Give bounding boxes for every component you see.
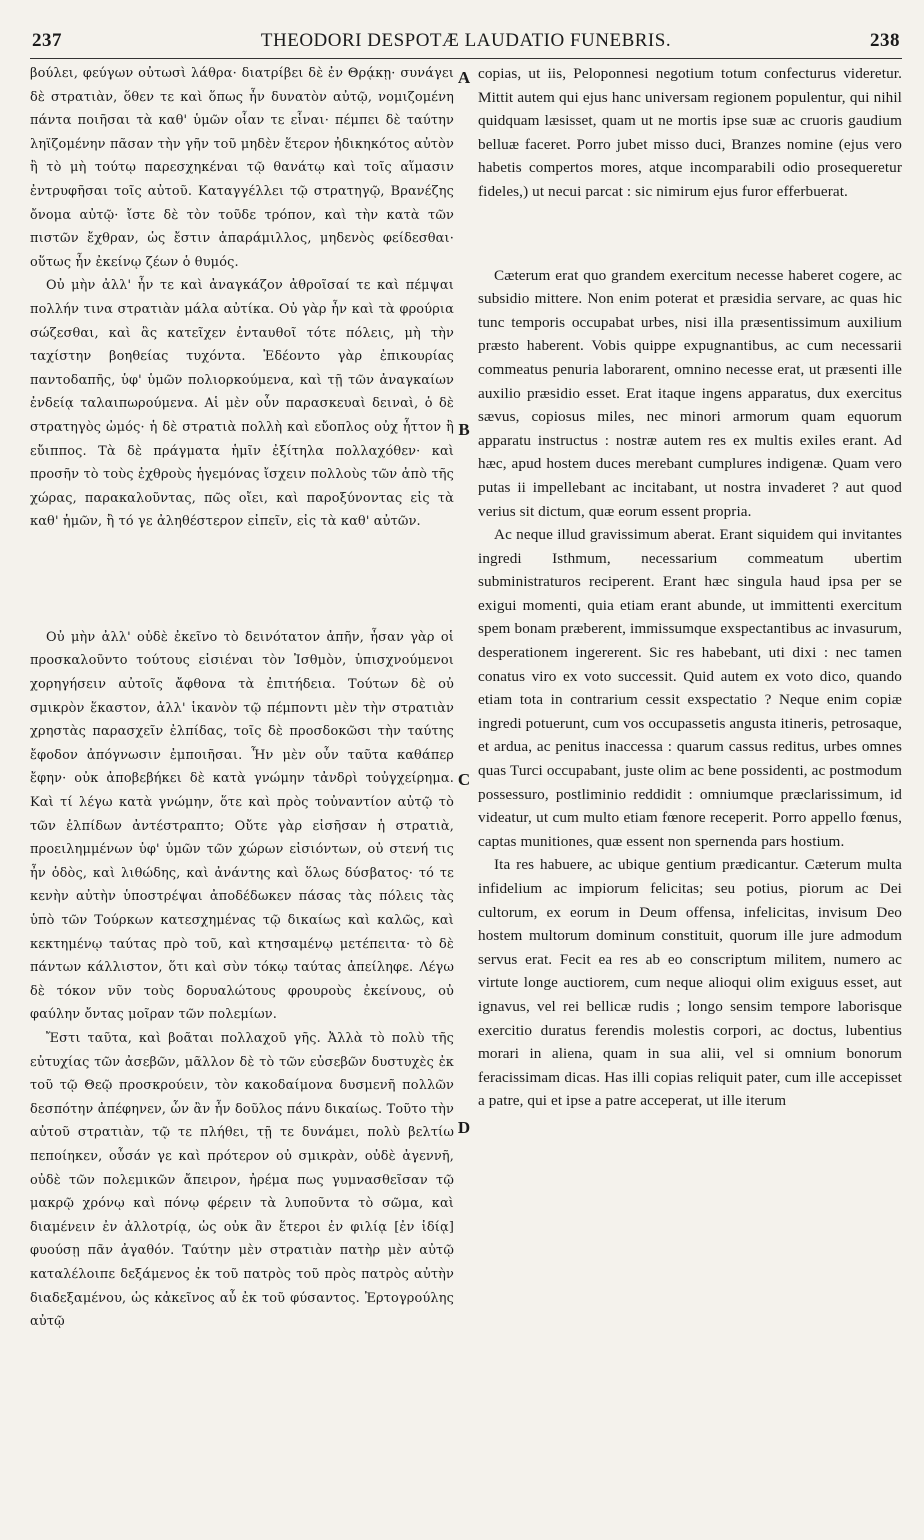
section-marker-d: D [457, 1118, 471, 1137]
latin-paragraph-4: Ita res habuere, ac ubique gentium prædicantur. Cæterum multa infidelium ac impiorum felicitas; seu potius, piorum ac Dei cultorum, ex eorum in Deum offensa, infelicitas, invisum Deo hostem multorum dominum constituit, quorum ille jure admodum servus erat. Fecit ea res ab eo conscriptum militem, numero ac virtute longe auctiorem, cum neque alioqui olim exiguus esset, aut ignavus, vel rei bellicæ rudis ; longo sensim tempore laborisque exercitio duratus ferendis molestis corpori, ac doctus, lubentius morari in aliena, quam in sua alii, vel si omnium bonorum feracissimam dicas. Has illi copias reliquit pater, cum ille accepisset a patre, qui et ipse a patre acceperat, ut ille iterum [478, 856, 902, 1110]
latin-paragraph-3: Ac neque illud gravissimum aberat. Erant siquidem qui invitantes ingredi Isthmum, necessarium commeatum ubertim subministraturos reciperent. Erant hæc singula haud ipsa per se exigui momenti, quia etiam erant abunde, ut immittenti exercitum spem bonam præberent, immissumque exspectantibus ac invasurum, desperationem ingererent. Sic res habebant, uti dixi : nec tamen conatus viro ex voto successit. Quid autem ex voto dico, quando etiam tota in contrarium cessit exspectatio ? Neque enim copiæ ingredi potuerunt, cum vos occupassetis angusta itineris, petrosaque, et ardua, ac penitus inaccessa : quarum cassus reditus, urbes omnes quas Turci occupabant, juste olim ac bene possidenti, ac postmodum possessuro, postliminio reddidit : omniumque præclarissimum, id videatur, ut cum multo etiam fœnore receperit. Porro appello fœnus, captas munitiones, quæ essent non spernenda pars hostium. [478, 526, 902, 850]
latin-column [478, 62, 902, 1522]
running-header [30, 30, 902, 58]
section-marker-b: B [458, 420, 470, 439]
greek-paragraph-4: Ἔστι ταῦτα, καὶ βοᾶται πολλαχοῦ γῆς. Ἀλλὰ τὸ πολὺ τῆς εὐτυχίας τῶν ἀσεβῶν, μᾶλλον δὲ τὸ τῶν εὐσεβῶν δυστυχὲς ἐκ τοῦ τῷ Θεῷ προσκρούειν, τὸν κακοδαίμονα δυσμενῆ πολλῶν δεσπότην ἀπέφηνεν, ὧν ἂν ἦν δοῦλος πάνυ δικαίως. Τοῦτο τὴν αὐτοῦ στρατιὰν, τῷ τε πλήθει, τῇ τε δυνάμει, πολὺ βελτίω πεποίηκεν, οὖσάν γε καὶ πρότερον οὐ σμικρὰν, οὐδὲ ἀγεννῆ, οὐδὲ τῶν πολεμικῶν ἄπειρον, ἠρέμα πως γυμνασθεῖσαν τῷ μακρῷ χρόνῳ καὶ πόνῳ φέρειν τὰ λυποῦντα τὸ σῶμα, καὶ διαμένειν ἐν ἀλλοτρίᾳ, ὡς οὐκ ἂν ἕτεροι ἐν φιλίᾳ [ἐν ἰδίᾳ] φυούσῃ πᾶν ἀγαθόν. Ταύτην μὲν στρατιὰν πατὴρ μὲν αὐτῷ καταλέλοιπε δεξάμενος ἐκ τοῦ πατρὸς τοῦ πρὸς πατρὸς αὐτὴν διαδεξαμένου, ὡς κἀκεῖνος αὖ ἐκ τοῦ φύσαντος. Ἐρτογρούλης αὐτῷ [30, 1030, 454, 1330]
greek-paragraph-1: βούλει, φεύγων οὐτωσὶ λάθρα· διατρίβει δὲ ἐν Θρᾴκῃ· συνάγει δὲ στρατιὰν, ὅθεν τε καὶ ὅπως ἦν δυνατὸν αὐτῷ, νομιζομένη πάντα ποιῆσαι τὰ καθ' ὑμῶν οἷαν τε εἶναι· πέμπει δὲ ταύτην ληϊζομένην πᾶσαν τὴν γῆν τοῦ μηδὲν ἕτερον ἠδικηκότος αὐτὸν ἢ τὸ μὴ τούτῳ παρεσχηκέναι τῷ θανάτῳ καὶ τοῖς αἵμασιν ἐντρυφῆσαι τοῖς αὐτοῦ. Καταγγέλλει τῷ στρατηγῷ, Βρανέζης ὄνομα αὐτῷ· ἴστε δὲ τὸν τοῦδε τρόπον, καὶ τὴν κατὰ τῶν πιστῶν ἔχθραν, ὡς ἔστιν ἀπαράμιλλος, μηδενὸς φείδεσθαι· οὕτως ἦν ἐκείνῳ ζέων ὁ θυμός. [30, 66, 454, 270]
latin-paragraph-1: copias, ut iis, Peloponnesi negotium totum confecturus videretur. Mittit autem qui ejus hanc universam regionem populentur, qui nihil quidquam læsisset, quam ut ne mortis ipse suæ ac cruoris gaudium belluæ faceret. Porro jubet misso duci, Branzes nomine (ejus vero habetis compertos mores, atque incomparabili odio prosequeretur fideles,) ut necui parcat : sic nimirum ejus furor efferbuerat. [478, 65, 902, 200]
greek-column [30, 62, 454, 1522]
latin-paragraph-2: Cæterum erat quo grandem exercitum necesse haberet cogere, ac subsidio mittere. Non enim poterat et præsidia servare, ac quas hic tunc temporis occupabat urbes, nisi illa præsentissimum auxilium præsto haberent. Vobis quippe expugnantibus, ac cum necessarii commeatus penuria laborarent, omnino necesse erat, ut præsenti ille auxilio præsidio esset. Erat itaque ingens apparatus, dux exercitus sævus, copiosus miles, nec minori armorum quam equorum apparatu instructus : nostræ autem res ex multis exiles erant. Ad hæc, apud hostem duces merebant cumplures indigenæ. Quam vero putas ii impellebant ac incitabant, ut nostra invaderet ? aut quod verius sit dictum, quæ eorum essent propria. [478, 266, 902, 520]
page-number-right: 238 [870, 30, 900, 51]
column-gap [30, 534, 454, 626]
section-marker-a: A [457, 68, 471, 87]
column-gap [478, 204, 902, 264]
running-title: THEODORI DESPOTÆ LAUDATIO FUNEBRIS. [260, 30, 672, 51]
header-rule [30, 58, 902, 59]
section-marker-c: C [457, 770, 471, 789]
greek-paragraph-2: Οὐ μὴν ἀλλ' ἦν τε καὶ ἀναγκάζον ἀθροῖσαί τε καὶ πέμψαι πολλήν τινα στρατιὰν μάλα αὐτίκα. Οὐ γὰρ ἦν καὶ τὰ φρούρια σώζεσθαι, καὶ ἃς κατεῖχεν ἐνταυθοῖ τότε πόλεις, μὴ τὴν ταχίστην βοηθείας τυχόντα. Ἐδέοντο γὰρ ἐπικουρίας παντοδαπῆς, ὑφ' ὑμῶν πολιορκούμενα, καὶ τῇ τῶν ἀναγκαίων ἐνδείᾳ ταλαιπωρούμενα. Αἱ μὲν οὖν παρασκευαὶ δειναὶ, ὁ δὲ στρατηγὸς ὠμός· ἡ δὲ στρατιὰ πολλὴ καὶ εὔοπλος οὐχ ἧττον ἢ εὔιππος. Τὰ δὲ πράγματα ἡμῖν ἐξίτηλα πολλαχόθεν· καὶ προσῆν τὸ τοὺς ἐχθροὺς ἡγεμόνας ἴσχειν πολλοὺς τῶν ἀπὸ τῆς χώρας, παρακαλοῦντας, πῶς οἴει, καὶ παροξύνοντας εἰς τὰ καθ' ἡμῶν, ἢ τό γε ἀληθέστερον εἰπεῖν, εἰς τὰ καθ' αὐτῶν. [30, 278, 454, 530]
greek-paragraph-3: Οὐ μὴν ἀλλ' οὐδὲ ἐκεῖνο τὸ δεινότατον ἀπῆν, ἦσαν γὰρ οἱ προσκαλοῦντο τούτους εἰσιέναι τὸν Ἰσθμὸν, ὑπισχνούμενοι χορηγήσειν αὐτοῖς ἄφθονα τὰ ἐπιτήδεια. Τούτων δὲ οὐ σμικρὸν ἕκαστον, ἀλλ' ἱκανὸν τῷ πέμποντι μὲν τὴν στρατιὰν χρηστὰς παρασχεῖν ἐλπίδας, τοῖς δὲ προσδοκῶσι τὴν ταύτης ἔφοδον ἀπόγνωσιν ἐμποιῆσαι. Ἦν μὲν οὖν ταῦτα καθάπερ ἔφην· οὐκ ἀποβεβήκει δὲ κατὰ γνώμην τἀνδρὶ τοὐγχείρημα. Καὶ τί λέγω κατὰ γνώμην, ὅτε καὶ πρὸς τοὐναντίον αὐτῷ τὸ τῶν ἐλπίδων ἀντέστραπτο; Οὔτε γὰρ εἰσῆσαν ἡ στρατιὰ, προειλημμένων ὑφ' ὑμῶν τῶν χώρων εἰσιόντων, οὐ στενή τις ἦν ὁδὸς, καὶ λιθώδης, καὶ ἀνάντης καὶ ὅλως δύσβατος· τό τε κενὴν αὐτὴν ὑποστρέψαι ἀποδέδωκεν πάσας τὰς πόλεις τὰς ὑπὸ τῶν Τούρκων κατεσχημένας τῷ δικαίως καὶ καλῶς, καὶ κεκτημένῳ ταύτας πρὸ τοῦ, καὶ κτησαμένῳ μετέπειτα· τὸ δὲ πάντων κάλλιστον, ὅτι καὶ σὺν τόκῳ ταύτας ἀπείληφε. Λέγω δὲ τόκον νῦν τοὺς δορυαλώτους φρουροὺς ἐκείνους, οὐ φαύλην ὄντας μοῖραν τῶν πολεμίων. [30, 629, 454, 1023]
page-number-left: 237 [32, 30, 62, 51]
